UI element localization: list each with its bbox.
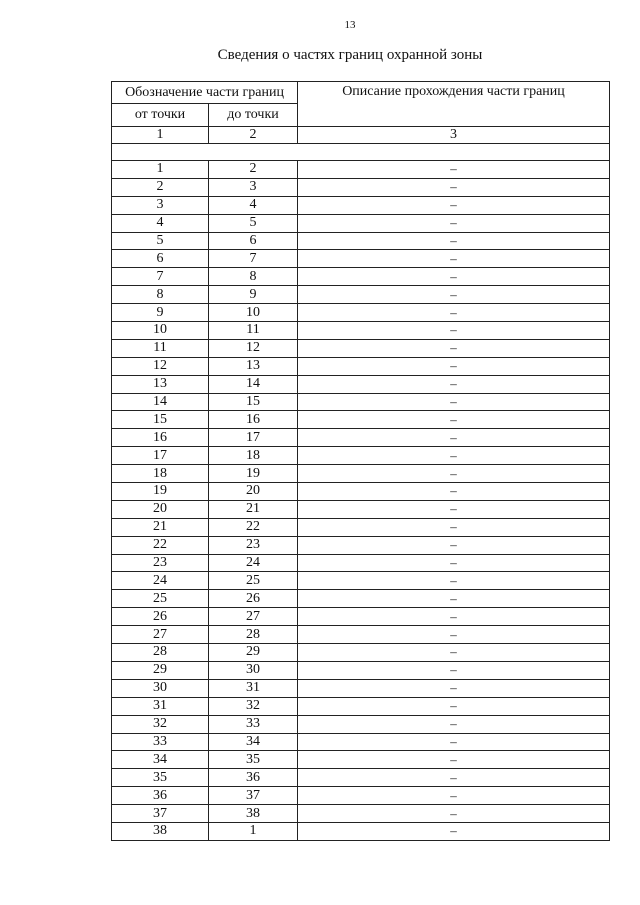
to-point-cell: 36 — [209, 769, 298, 787]
to-point-cell: 22 — [209, 518, 298, 536]
description-cell: – — [298, 178, 610, 196]
from-point-cell: 10 — [112, 322, 209, 340]
description-cell: – — [298, 483, 610, 501]
to-point-cell: 21 — [209, 500, 298, 518]
to-point-cell: 3 — [209, 178, 298, 196]
from-point-cell: 13 — [112, 375, 209, 393]
header-boundary-designation: Обозначение части границ — [112, 82, 298, 104]
table-row — [112, 626, 610, 644]
table-row — [112, 518, 610, 536]
to-point-cell: 32 — [209, 697, 298, 715]
table-row — [112, 268, 610, 286]
from-point-cell: 19 — [112, 483, 209, 501]
from-point-cell: 21 — [112, 518, 209, 536]
table-row — [112, 393, 610, 411]
table-row — [112, 787, 610, 805]
to-point-cell: 15 — [209, 393, 298, 411]
description-cell: – — [298, 518, 610, 536]
header-from-point: от точки — [112, 104, 209, 127]
from-point-cell: 4 — [112, 214, 209, 232]
from-point-cell: 17 — [112, 447, 209, 465]
from-point-cell: 5 — [112, 232, 209, 250]
from-point-cell: 34 — [112, 751, 209, 769]
from-point-cell: 30 — [112, 679, 209, 697]
description-cell: – — [298, 572, 610, 590]
table-row — [112, 661, 610, 679]
from-point-cell: 18 — [112, 465, 209, 483]
from-point-cell: 25 — [112, 590, 209, 608]
from-point-cell: 8 — [112, 286, 209, 304]
page-number: 13 — [344, 19, 356, 31]
to-point-cell: 24 — [209, 554, 298, 572]
to-point-cell: 1 — [209, 822, 298, 840]
description-cell: – — [298, 286, 610, 304]
description-cell: – — [298, 661, 610, 679]
description-cell: – — [298, 411, 610, 429]
table-row — [112, 751, 610, 769]
from-point-cell: 27 — [112, 626, 209, 644]
table-row — [112, 554, 610, 572]
description-cell: – — [298, 822, 610, 840]
to-point-cell: 8 — [209, 268, 298, 286]
from-point-cell: 1 — [112, 161, 209, 179]
description-cell: – — [298, 697, 610, 715]
column-number-cell: 3 — [298, 127, 610, 144]
description-cell: – — [298, 644, 610, 662]
from-point-cell: 32 — [112, 715, 209, 733]
from-point-cell: 12 — [112, 357, 209, 375]
table-row — [112, 214, 610, 232]
to-point-cell: 37 — [209, 787, 298, 805]
to-point-cell: 35 — [209, 751, 298, 769]
description-cell: – — [298, 429, 610, 447]
from-point-cell: 36 — [112, 787, 209, 805]
description-cell: – — [298, 733, 610, 751]
description-cell: – — [298, 393, 610, 411]
from-point-cell: 22 — [112, 536, 209, 554]
from-point-cell: 20 — [112, 500, 209, 518]
table-row — [112, 697, 610, 715]
from-point-cell: 28 — [112, 644, 209, 662]
table-row — [112, 286, 610, 304]
boundary-parts-table — [111, 81, 610, 841]
table-row — [112, 178, 610, 196]
to-point-cell: 17 — [209, 429, 298, 447]
description-cell: – — [298, 715, 610, 733]
table-row — [112, 429, 610, 447]
empty-cell — [112, 144, 610, 161]
description-cell: – — [298, 769, 610, 787]
from-point-cell: 23 — [112, 554, 209, 572]
table-row — [112, 715, 610, 733]
to-point-cell: 26 — [209, 590, 298, 608]
to-point-cell: 29 — [209, 644, 298, 662]
table-body — [112, 127, 610, 841]
to-point-cell: 18 — [209, 447, 298, 465]
description-cell: – — [298, 787, 610, 805]
description-cell: – — [298, 805, 610, 823]
from-point-cell: 38 — [112, 822, 209, 840]
table-row — [112, 644, 610, 662]
from-point-cell: 37 — [112, 805, 209, 823]
column-number-cell: 1 — [112, 127, 209, 144]
table-row — [112, 161, 610, 179]
to-point-cell: 34 — [209, 733, 298, 751]
description-cell: – — [298, 626, 610, 644]
header-description: Описание прохождения части границ — [298, 82, 610, 127]
from-point-cell: 33 — [112, 733, 209, 751]
from-point-cell: 6 — [112, 250, 209, 268]
description-cell: – — [298, 554, 610, 572]
to-point-cell: 23 — [209, 536, 298, 554]
table-row — [112, 232, 610, 250]
table-row — [112, 679, 610, 697]
table-row — [112, 590, 610, 608]
table-row — [112, 375, 610, 393]
table-row — [112, 339, 610, 357]
description-cell: – — [298, 608, 610, 626]
from-point-cell: 2 — [112, 178, 209, 196]
table-row — [112, 322, 610, 340]
description-cell: – — [298, 375, 610, 393]
table-row — [112, 250, 610, 268]
from-point-cell: 9 — [112, 304, 209, 322]
description-cell: – — [298, 357, 610, 375]
to-point-cell: 16 — [209, 411, 298, 429]
from-point-cell: 16 — [112, 429, 209, 447]
table-row — [112, 572, 610, 590]
to-point-cell: 11 — [209, 322, 298, 340]
to-point-cell: 6 — [209, 232, 298, 250]
description-cell: – — [298, 447, 610, 465]
column-number-cell: 2 — [209, 127, 298, 144]
to-point-cell: 25 — [209, 572, 298, 590]
to-point-cell: 4 — [209, 196, 298, 214]
to-point-cell: 14 — [209, 375, 298, 393]
to-point-cell: 9 — [209, 286, 298, 304]
table-header-row — [112, 82, 610, 104]
to-point-cell: 33 — [209, 715, 298, 733]
description-cell: – — [298, 751, 610, 769]
description-cell: – — [298, 500, 610, 518]
table-row — [112, 304, 610, 322]
to-point-cell: 20 — [209, 483, 298, 501]
from-point-cell: 3 — [112, 196, 209, 214]
description-cell: – — [298, 536, 610, 554]
table-row — [112, 465, 610, 483]
description-cell: – — [298, 304, 610, 322]
document-title: Сведения о частях границ охранной зоны — [217, 47, 483, 63]
description-cell: – — [298, 250, 610, 268]
table-row — [112, 805, 610, 823]
to-point-cell: 13 — [209, 357, 298, 375]
to-point-cell: 31 — [209, 679, 298, 697]
to-point-cell: 5 — [209, 214, 298, 232]
description-cell: – — [298, 339, 610, 357]
to-point-cell: 2 — [209, 161, 298, 179]
to-point-cell: 27 — [209, 608, 298, 626]
to-point-cell: 7 — [209, 250, 298, 268]
table-row — [112, 769, 610, 787]
description-cell: – — [298, 196, 610, 214]
description-cell: – — [298, 590, 610, 608]
description-cell: – — [298, 679, 610, 697]
from-point-cell: 31 — [112, 697, 209, 715]
table-row — [112, 608, 610, 626]
to-point-cell: 12 — [209, 339, 298, 357]
to-point-cell: 19 — [209, 465, 298, 483]
table-row — [112, 447, 610, 465]
empty-row — [112, 144, 610, 161]
description-cell: – — [298, 232, 610, 250]
from-point-cell: 14 — [112, 393, 209, 411]
description-cell: – — [298, 161, 610, 179]
description-cell: – — [298, 465, 610, 483]
from-point-cell: 24 — [112, 572, 209, 590]
table-row — [112, 196, 610, 214]
header-to-point: до точки — [209, 104, 298, 127]
from-point-cell: 29 — [112, 661, 209, 679]
table-row — [112, 822, 610, 840]
column-number-row — [112, 127, 610, 144]
table-row — [112, 733, 610, 751]
table-row — [112, 500, 610, 518]
to-point-cell: 10 — [209, 304, 298, 322]
to-point-cell: 38 — [209, 805, 298, 823]
table-row — [112, 536, 610, 554]
description-cell: – — [298, 268, 610, 286]
description-cell: – — [298, 322, 610, 340]
from-point-cell: 35 — [112, 769, 209, 787]
to-point-cell: 28 — [209, 626, 298, 644]
from-point-cell: 11 — [112, 339, 209, 357]
to-point-cell: 30 — [209, 661, 298, 679]
from-point-cell: 15 — [112, 411, 209, 429]
table-row — [112, 357, 610, 375]
table-row — [112, 411, 610, 429]
from-point-cell: 7 — [112, 268, 209, 286]
from-point-cell: 26 — [112, 608, 209, 626]
table-row — [112, 483, 610, 501]
description-cell: – — [298, 214, 610, 232]
